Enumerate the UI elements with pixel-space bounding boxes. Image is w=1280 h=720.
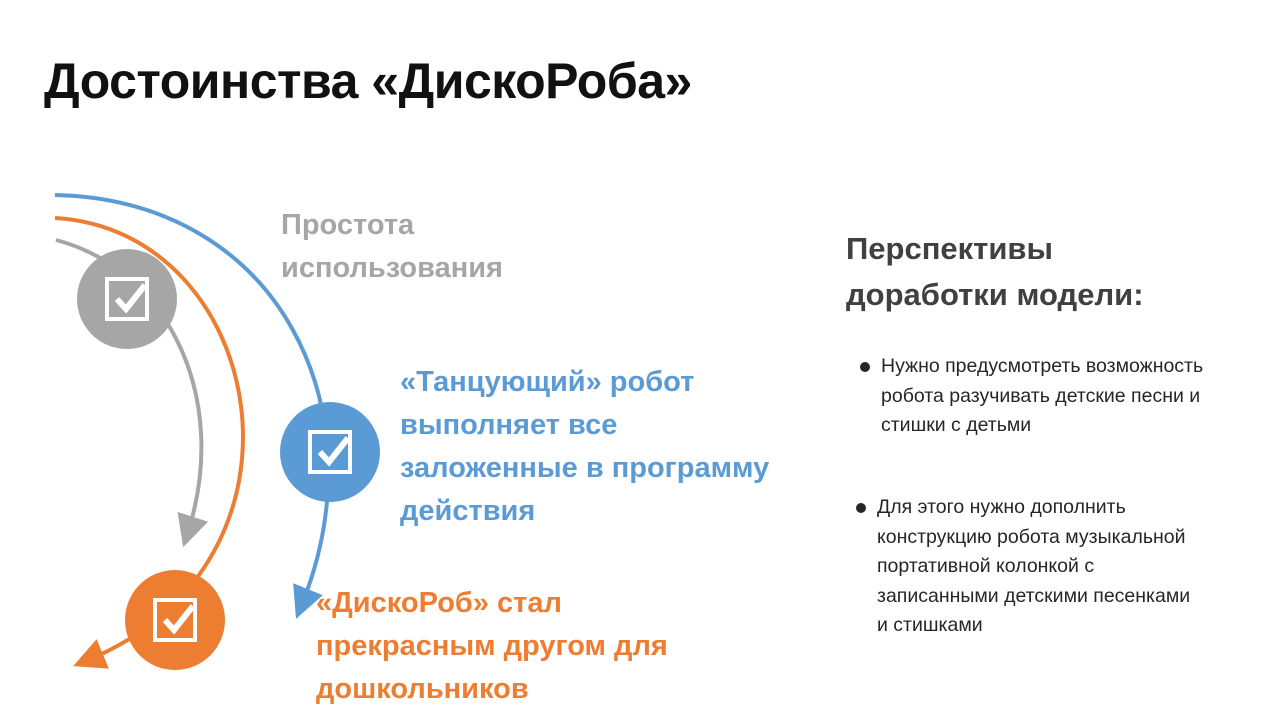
feature-ease-of-use <box>281 204 503 290</box>
bullet-line: и стишками <box>877 614 983 636</box>
heading-line: доработки модели: <box>846 277 1144 312</box>
feature-line: действия <box>400 495 536 527</box>
checkbox-icon <box>308 430 352 474</box>
orange-check-circle <box>125 570 225 670</box>
slide-title: Достоинства «ДискоРоба» <box>44 53 692 109</box>
feature-line: прекрасным другом для <box>316 630 668 662</box>
bullet-line: робота разучивать детские песни и <box>881 384 1201 407</box>
blue-check-circle <box>280 402 380 502</box>
feature-line: Простота <box>281 209 415 241</box>
checkbox-icon <box>105 277 149 321</box>
feature-line: «ДискоРоб» стал <box>316 587 562 619</box>
bullet-line: Нужно предусмотреть возможность <box>881 355 1204 377</box>
gray-check-circle <box>77 249 177 349</box>
perspectives-heading <box>846 226 1144 318</box>
bullet-item <box>877 493 1190 641</box>
feature-dancing-robot <box>400 361 769 533</box>
bullet-line: конструкцию робота музыкальной <box>877 525 1186 548</box>
feature-friend <box>316 582 668 711</box>
bullet-item <box>881 352 1203 441</box>
feature-line: заложенные в программу <box>400 452 770 484</box>
bullet-line: Для этого нужно дополнить <box>877 496 1126 518</box>
bullet-line: записанными детскими песенками <box>877 584 1191 607</box>
bullet-dot-icon <box>860 362 870 372</box>
bullet-line: стишки с детьми <box>881 414 1032 436</box>
checkbox-icon <box>153 598 197 642</box>
bullet-dot-icon <box>856 503 866 513</box>
heading-line: Перспективы <box>846 231 1053 266</box>
feature-line: дошкольников <box>316 673 529 705</box>
feature-line: использования <box>281 252 503 284</box>
feature-line: «Танцующий» робот <box>400 366 695 398</box>
bullet-line: портативной колонкой с <box>877 555 1095 577</box>
feature-line: выполняет все <box>400 409 618 441</box>
